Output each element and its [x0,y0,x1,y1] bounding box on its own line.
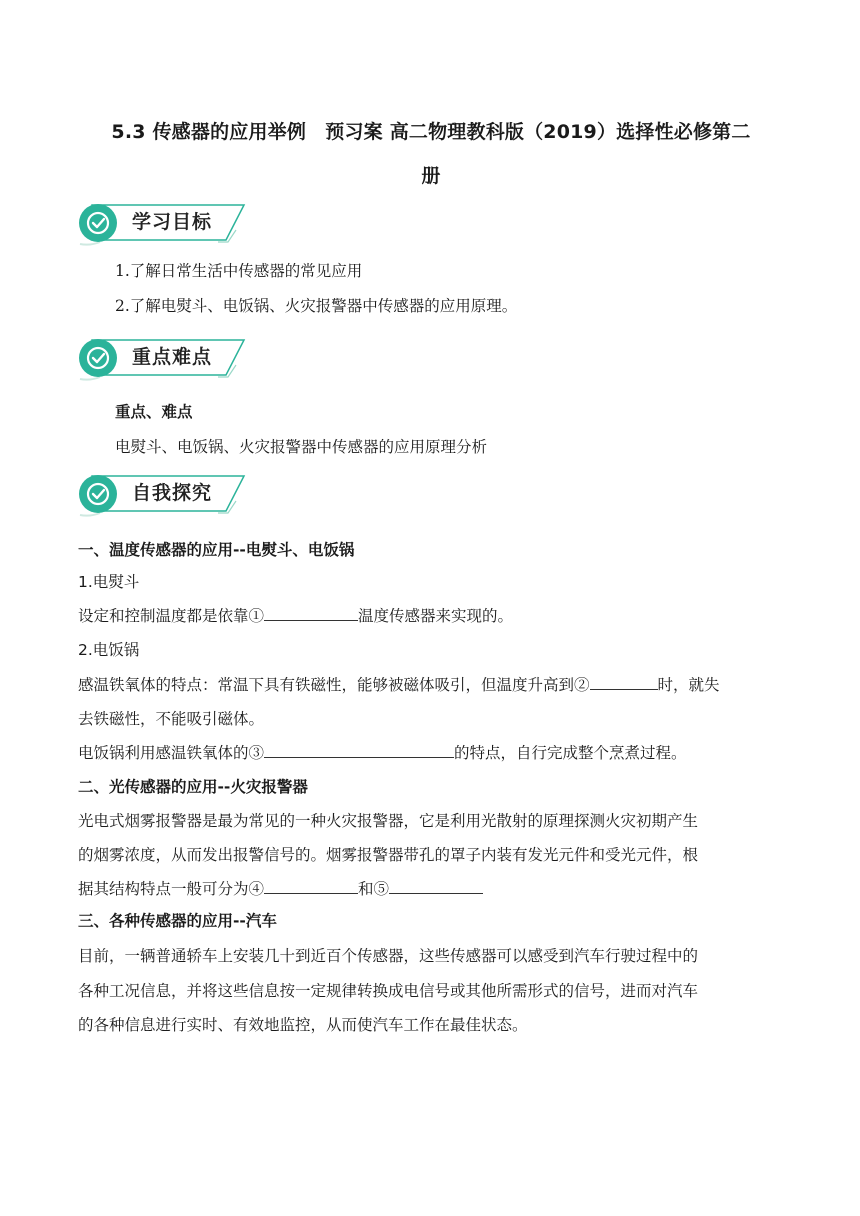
ferrite-text-b: 时，就失 [657,676,720,694]
blank-5[interactable] [389,873,483,894]
smoke-line-1: 光电式烟雾报警器是最为常见的一种火灾报警器，它是利用光散射的原理探测火灾初期产生 [78,812,699,830]
section-label-explore: 自我探究 [132,482,213,504]
section-badge-goals [78,202,246,248]
key-heading: 重点、难点 [115,403,193,421]
cooker-text-a: 电饭锅利用感温铁氧体的③ [78,744,265,762]
smoke-text-b: 和⑤ [358,880,390,898]
part1-title: 一、温度传感器的应用--电熨斗、电饭锅 [78,541,355,559]
blank-3[interactable] [264,737,454,758]
document-title-line2: 册 [421,165,441,187]
section-badge-explore [78,473,246,519]
iron-text-b: 温度传感器来实现的。 [358,607,514,625]
sub2-title: 2.电饭锅 [78,641,140,659]
ferrite-sentence [78,669,786,702]
sub1-title: 1.电熨斗 [78,573,140,591]
check-circle-icon [79,204,117,242]
car-line-2: 各种工况信息，并将这些信息按一定规律转换成电信号或其他所需形式的信号，进而对汽车 [78,982,699,1000]
section-label-goals: 学习目标 [132,211,213,233]
blank-4[interactable] [264,873,358,894]
section-label-key: 重点难点 [132,346,213,368]
cooker-text-b: 的特点，自行完成整个烹煮过程。 [454,744,687,762]
part3-title: 三、各种传感器的应用--汽车 [78,912,277,930]
goal-item-2: 2.了解电熨斗、电饭锅、火灾报警器中传感器的应用原理。 [115,297,518,315]
ferrite-text-c: 去铁磁性，不能吸引磁体。 [78,710,265,728]
car-line-3: 的各种信息进行实时、有效地监控，从而使汽车工作在最佳状态。 [78,1016,528,1034]
ferrite-text-a: 感温铁氧体的特点：常温下具有铁磁性，能够被磁体吸引，但温度升高到② [78,676,590,694]
car-line-1: 目前，一辆普通轿车上安装几十到近百个传感器，这些传感器可以感受到汽车行驶过程中的 [78,947,699,965]
document-title-line1: 5.3 传感器的应用举例 预习案 高二物理教科版（2019）选择性必修第二 [111,121,751,143]
cooker-sentence [78,737,786,770]
goal-item-1: 1.了解日常生活中传感器的常见应用 [115,262,363,280]
key-text: 电熨斗、电饭锅、火灾报警器中传感器的应用原理分析 [115,438,488,456]
section-badge-key [78,337,246,383]
smoke-line-3 [78,873,786,906]
smoke-line-2: 的烟雾浓度，从而发出报警信号的。烟雾报警器带孔的罩子内装有发光元件和受光元件，根 [78,846,699,864]
check-circle-icon [79,339,117,377]
blank-1[interactable] [264,600,358,621]
part2-title: 二、光传感器的应用--火灾报警器 [78,778,308,796]
check-circle-icon [79,475,117,513]
blank-2[interactable] [590,669,658,690]
iron-sentence [78,600,786,633]
document-title [78,110,784,198]
iron-text-a: 设定和控制温度都是依靠① [78,607,265,625]
smoke-text-a: 据其结构特点一般可分为④ [78,880,265,898]
